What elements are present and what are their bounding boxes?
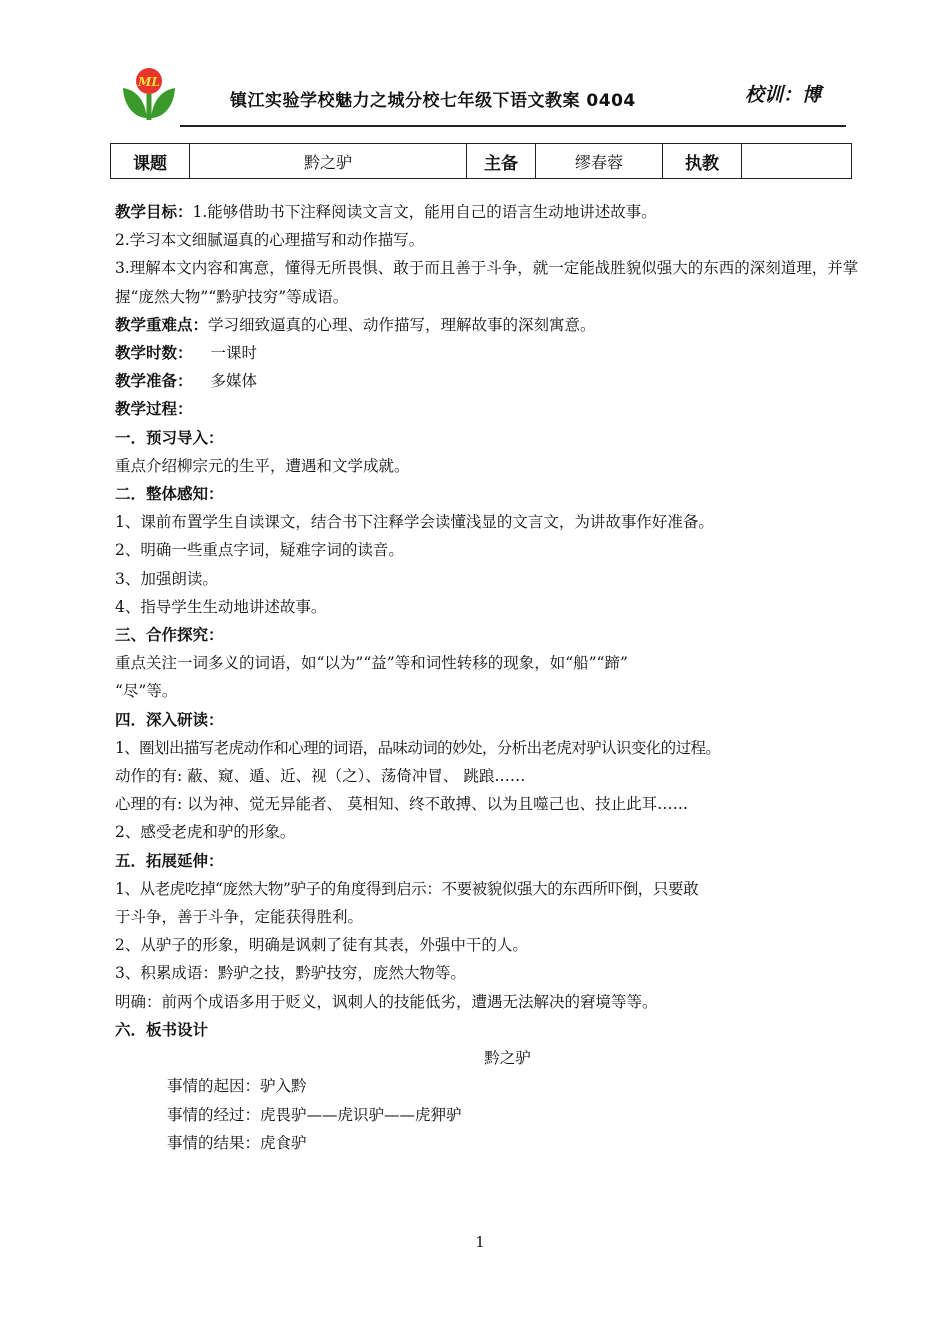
page-number: 1 (475, 1233, 485, 1251)
section-2-line-3: 3、加强朗读。 (115, 569, 218, 588)
board-line-2: 事情的经过：虎畏驴——虎识驴——虎狎驴 (167, 1105, 462, 1124)
header-title: 镇江实验学校魅力之城分校七年级下语文教案 0404 (230, 91, 636, 111)
section-5-line-4: 3、积累成语：黔驴之技，黔驴技穷，庞然大物等。 (115, 964, 466, 983)
section-4-line-2: 动作的有: 蔽、窥、遁、近、视（之）、荡倚冲冒、 跳踉…… (115, 767, 526, 786)
goal-item-3: 3.理解本文内容和寓意，懂得无所畏惧、敢于而且善于斗争，就一定能战胜貌似强大的东西的深刻道理，并掌握“庞然大物”“黔驴技穷”等成语。 (115, 259, 859, 306)
prep-label: 教学准备： (115, 372, 193, 391)
goal-item-2: 2.学习本文细腻逼真的心理描写和动作描写。 (115, 231, 425, 250)
section-3-line-2: “尽”等。 (115, 682, 178, 701)
school-logo (120, 66, 178, 124)
logo-stem (147, 94, 152, 120)
section-2-line-1: 1、课前布置学生自读课文，结合书下注释学会读懂浅显的文言文，为讲故事作好准备。 (115, 513, 714, 532)
section-3-line-1: 重点关注一词多义的词语，如“以为”“益”等和词性转移的现象，如“船”“蹄” (115, 654, 628, 673)
key-points-line (115, 311, 860, 339)
topic-value: 黔之驴 (190, 144, 467, 179)
school-motto: 校训：博 (745, 84, 822, 106)
goal-item-1: 1.能够借助书下注释阅读文言文，能用自己的语言生动地讲述故事。 (192, 203, 657, 221)
header-divider (180, 125, 846, 127)
hours-text: 一课时 (210, 344, 258, 363)
section-5-line-1: 1、从老虎吃掉“庞然大物”驴子的角度得到启示：不要被貌似强大的东西所吓倒，只要敢 (115, 879, 699, 898)
section-5-line-3: 2、从驴子的形象，明确是讽刺了徒有其表，外强中干的人。 (115, 936, 528, 955)
teacher-value (742, 144, 852, 179)
logo-text: ML (138, 75, 160, 89)
section-4-line-1: 1、圈划出描写老虎动作和心理的词语，品味动词的妙处，分析出老虎对驴认识变化的过程。 (115, 738, 721, 757)
section-5-heading: 五．拓展延伸： (115, 851, 224, 870)
lesson-info-row (111, 144, 852, 179)
section-5-line-5: 明确：前两个成语多用于贬义，讽刺人的技能低劣，遭遇无法解决的窘境等等。 (115, 992, 658, 1011)
board-line-3: 事情的结果：虎食驴 (167, 1133, 307, 1152)
section-2-heading: 二．整体感知： (115, 485, 224, 504)
section-5-line-2: 于斗争，善于斗争，定能获得胜利。 (115, 908, 364, 927)
lesson-plan-body (115, 198, 860, 1157)
prep-text: 多媒体 (210, 372, 258, 391)
key-points-text: 学习细致逼真的心理、动作描写，理解故事的深刻寓意。 (208, 315, 596, 334)
section-3-heading: 三、合作探究： (115, 626, 224, 645)
goals-label: 教学目标： (115, 203, 193, 221)
board-title: 黔之驴 (484, 1049, 531, 1068)
section-4-line-3: 心理的有: 以为神、觉无异能者、 莫相知、终不敢搏、以为且噬己也、技止此耳…… (115, 795, 689, 814)
section-4-line-4: 2、感受老虎和驴的形象。 (115, 823, 296, 842)
key-points-label: 教学重难点： (115, 315, 209, 334)
hours-label: 教学时数： (115, 344, 193, 363)
hours-line (115, 339, 860, 367)
lead-label: 主备 (467, 144, 536, 179)
lead-value: 缪春蓉 (536, 144, 663, 179)
section-6-heading: 六．板书设计 (115, 1020, 209, 1039)
goals-line (115, 198, 860, 226)
process-label: 教学过程： (115, 400, 193, 419)
section-4-heading: 四．深入研读： (115, 710, 224, 729)
board-line-1: 事情的起因：驴入黔 (167, 1077, 307, 1096)
prep-line (115, 367, 860, 395)
section-1-heading: 一．预习导入： (115, 428, 224, 447)
section-1-line: 重点介绍柳宗元的生平，遭遇和文学成就。 (115, 456, 410, 475)
topic-label: 课题 (111, 144, 190, 179)
teacher-label: 执教 (663, 144, 742, 179)
section-2-line-4: 4、指导学生生动地讲述故事。 (115, 597, 327, 616)
lesson-info-table (110, 143, 852, 179)
section-2-line-2: 2、明确一些重点字词，疑难字词的读音。 (115, 541, 404, 560)
